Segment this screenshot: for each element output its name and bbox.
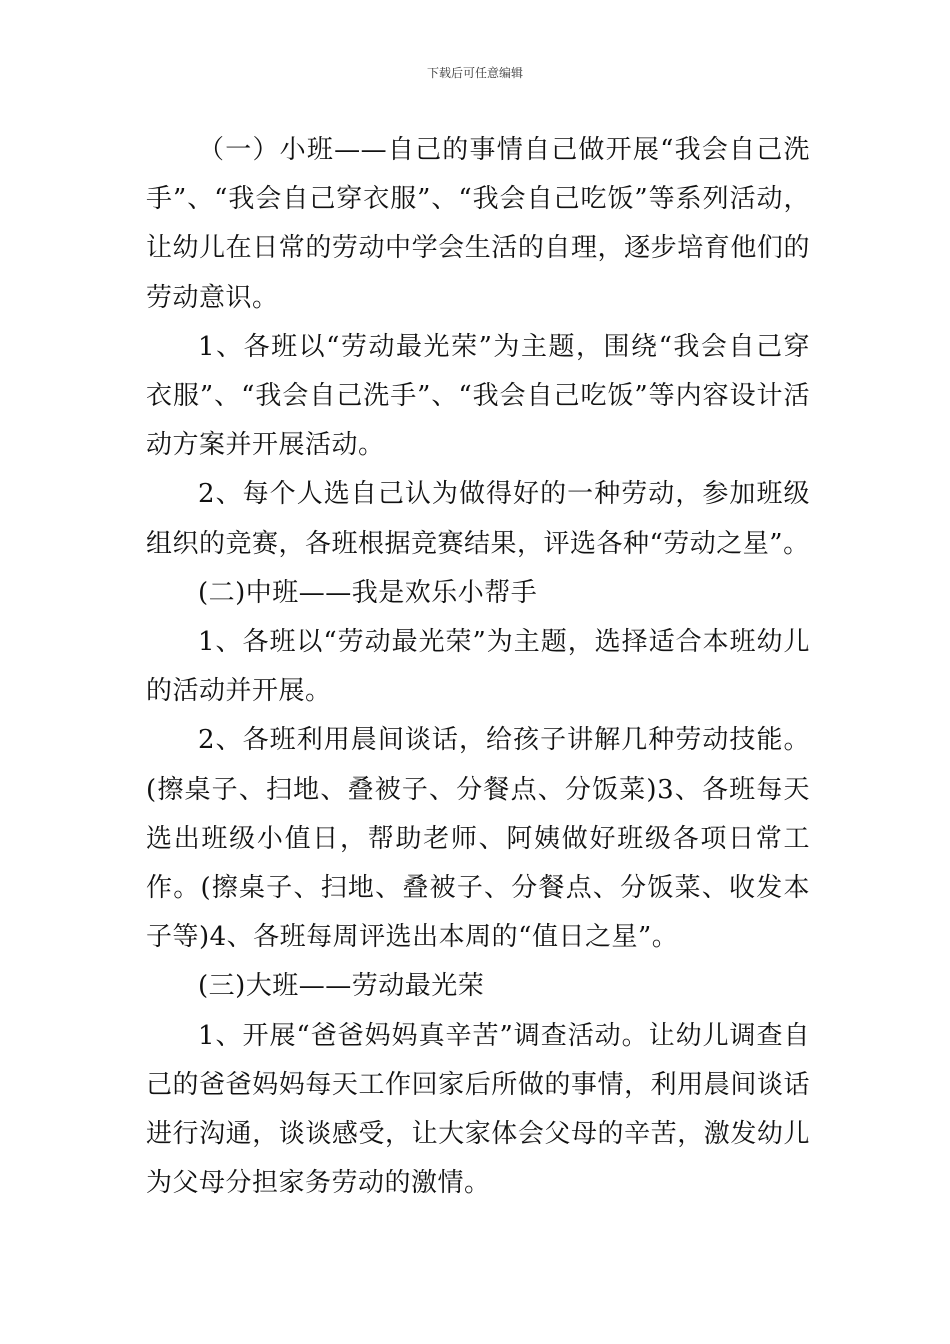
paragraph-middle-class-item-1: 1、各班以“劳动最光荣”为主题，选择适合本班幼儿的活动并开展。 (146, 627, 810, 707)
paragraph-senior-class-item-1: 1、开展“爸爸妈妈真辛苦”调查活动。让幼儿调查自己的爸爸妈妈每天工作回家后所做的事情，利用晨间谈话进行沟通，谈谈感受，让大家体会父母的辛苦，激发幼儿为父母分担家务劳动的激情。 (146, 1020, 810, 1199)
document-body (146, 126, 810, 1208)
heading-senior-class: (三)大班——劳动最光荣 (198, 971, 485, 1002)
paragraph-small-class-intro: （一）小班——自己的事情自己做开展“我会自己洗手”、“我会自己穿衣服”、“我会自己吃饭”等系列活动，让幼儿在日常的劳动中学会生活的自理，逐步培育他们的劳动意识。 (146, 135, 810, 313)
paragraph-small-class-item-2: 2、每个人选自己认为做得好的一种劳动，参加班级组织的竞赛，各班根据竞赛结果，评选各种“劳动之星”。 (146, 479, 810, 559)
paragraph-small-class-item-1: 1、各班以“劳动最光荣”为主题，围绕“我会自己穿衣服”、“我会自己洗手”、“我会自己吃饭”等内容设计活动方案并开展活动。 (146, 331, 810, 461)
paragraph-middle-class-item-2: 2、各班利用晨间谈话，给孩子讲解几种劳动技能。(擦桌子、扫地、叠被子、分餐点、分饭菜)3、各班每天选出班级小值日，帮助老师、阿姨做好班级各项日常工作。(擦桌子、扫地、叠被子、分餐点、分饭菜、收发本子等)4、各班每周评选出本周的“值日之星”。 (146, 725, 810, 953)
page-header: 下载后可任意编辑 (426, 66, 523, 80)
heading-middle-class: (二)中班——我是欢乐小帮手 (198, 577, 538, 608)
